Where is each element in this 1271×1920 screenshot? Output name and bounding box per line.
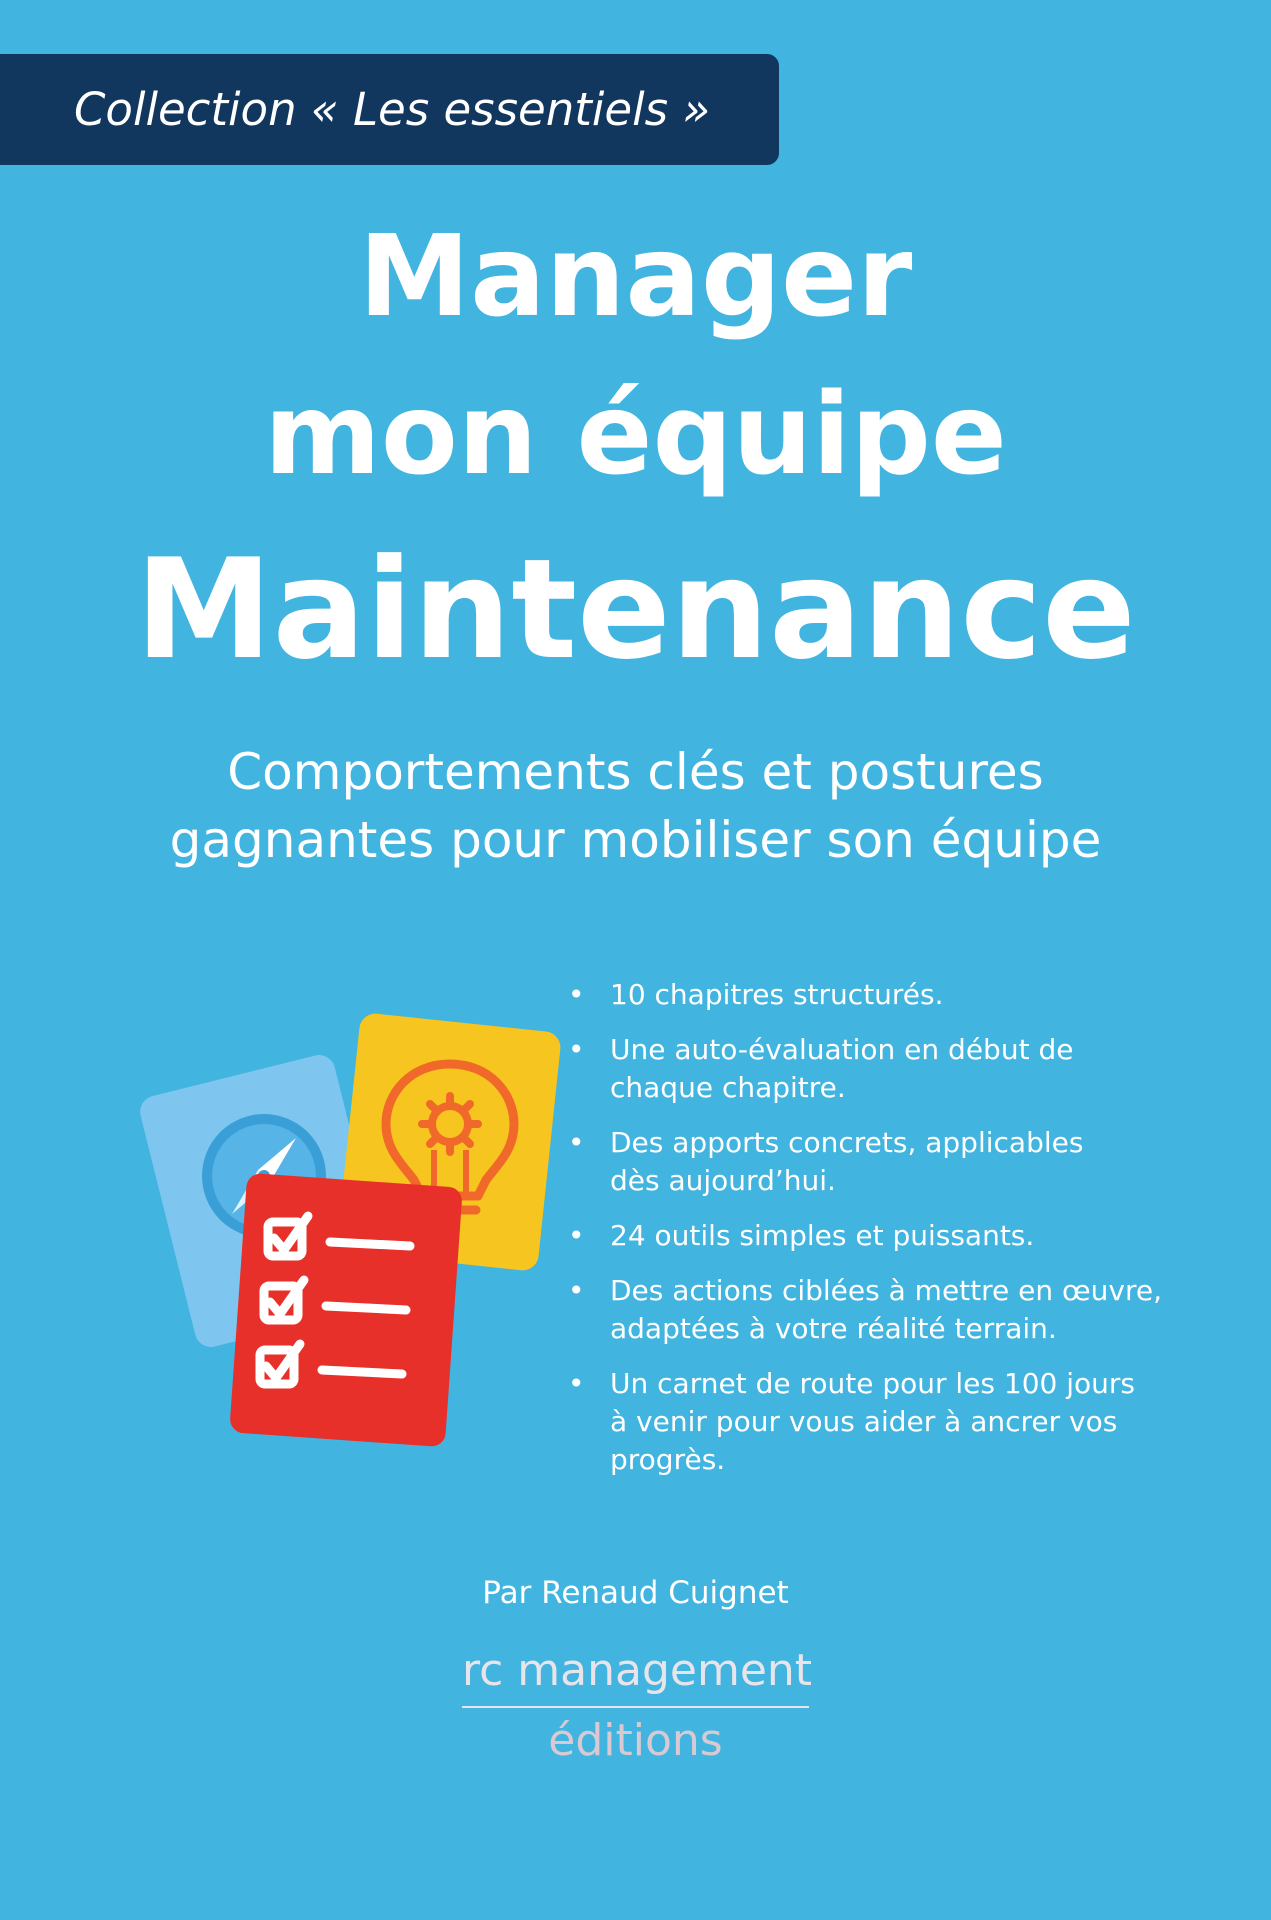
feature-text: à venir pour vous aider à ancrer vos [610,1405,1118,1438]
publisher-divider [462,1706,809,1708]
feature-text: Des apports concrets, applicables [610,1126,1084,1159]
feature-text: 24 outils simples et puissants. [610,1219,1035,1252]
feature-item [566,1124,1166,1200]
bullet: • [568,978,585,1011]
bullet: • [568,1033,585,1066]
feature-item [566,1272,1166,1348]
collection-banner [0,54,779,165]
collection-label: Collection « Les essentiels » [74,83,711,136]
cards-illustration [140,1000,580,1470]
feature-text: Une auto-évaluation en début de [610,1033,1074,1066]
author-line: Par Renaud Cuignet [482,1575,789,1611]
bullet: • [568,1126,585,1159]
publisher-editions: éditions [548,1715,723,1766]
publisher-name: rc management [462,1645,813,1696]
feature-text: Un carnet de route pour les 100 jours [610,1367,1135,1400]
bullet: • [568,1367,585,1400]
subtitle-line-1: Comportements clés et postures [227,743,1044,801]
subtitle-line-2: gagnantes pour mobiliser son équipe [169,811,1102,869]
title-line-3: Maintenance [135,529,1136,690]
feature-text: adaptées à votre réalité terrain. [610,1312,1057,1345]
bullet: • [568,1219,585,1252]
bullet: • [568,1274,585,1307]
feature-text: Des actions ciblées à mettre en œuvre, [610,1274,1163,1307]
feature-item [566,1217,1166,1255]
feature-text: chaque chapitre. [610,1071,846,1104]
feature-item [566,1031,1166,1107]
feature-text: 10 chapitres structurés. [610,978,944,1011]
feature-item [566,976,1166,1014]
feature-item [566,1365,1166,1479]
feature-list [566,976,1166,1496]
title-line-2: mon équipe [264,370,1007,500]
checklist-icon [229,1173,463,1447]
feature-text: progrès. [610,1443,726,1476]
feature-text: dès aujourd’hui. [610,1164,836,1197]
title-line-1: Manager [358,212,913,342]
